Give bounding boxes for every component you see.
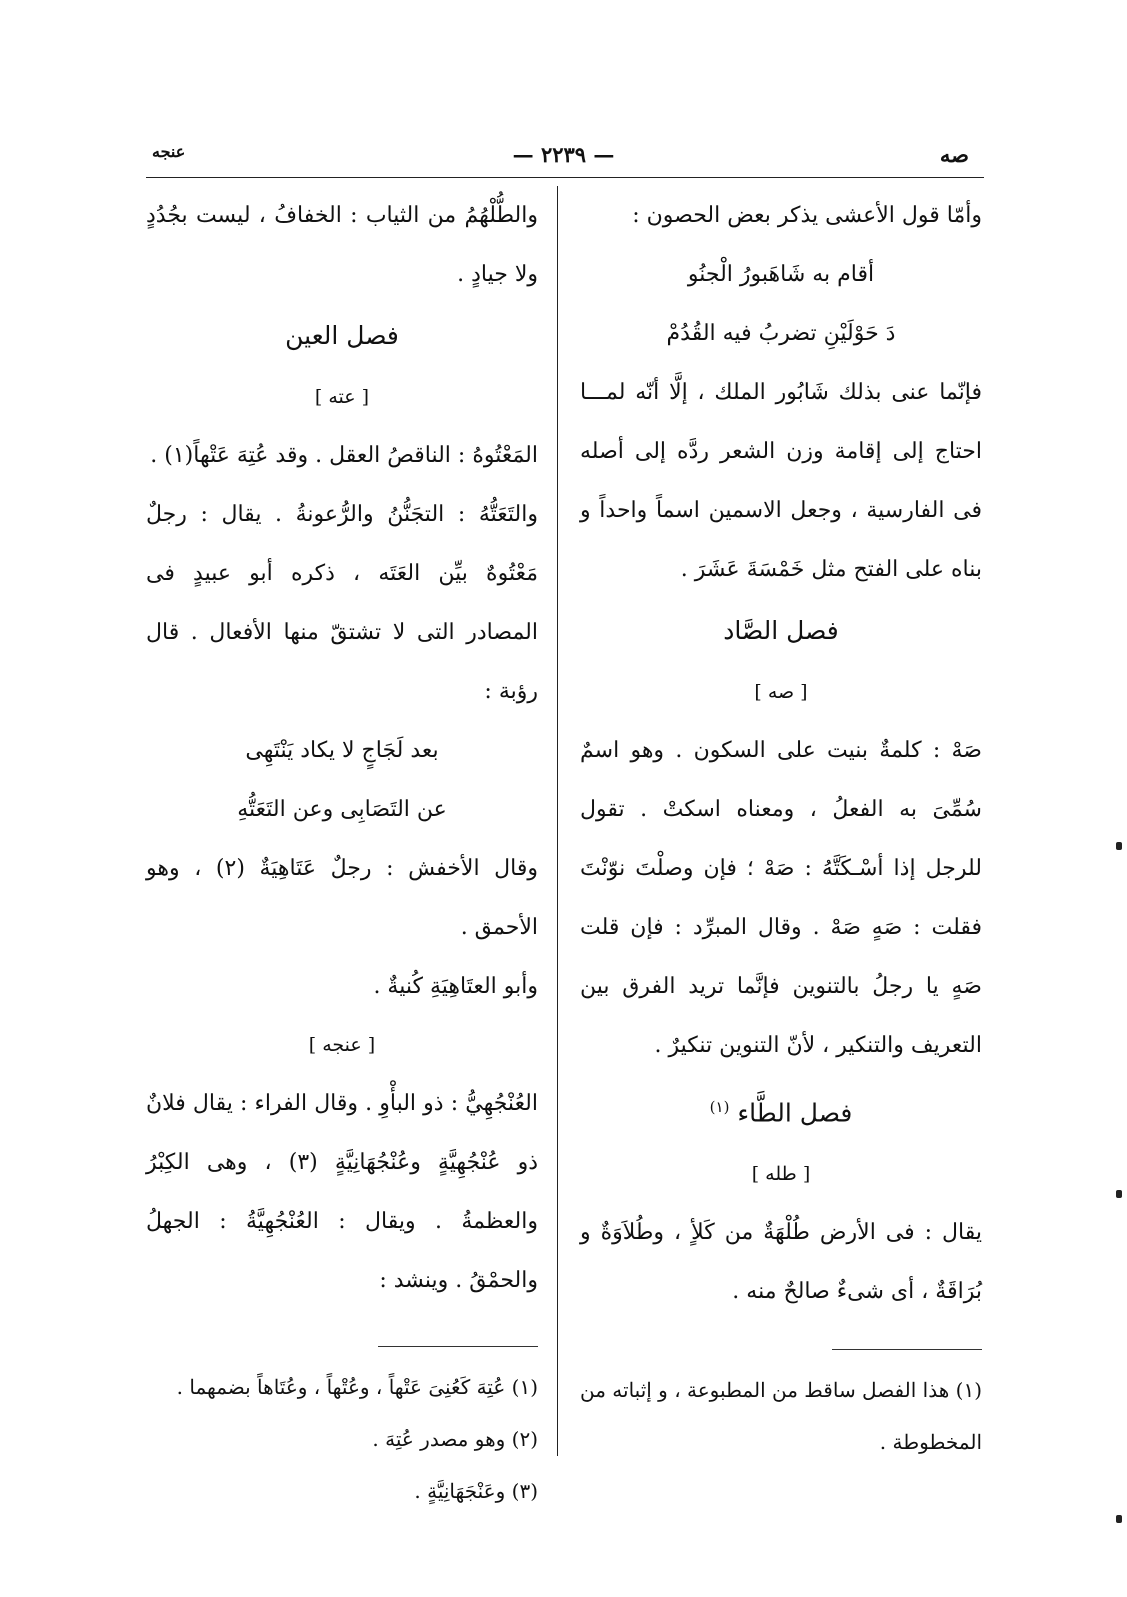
paragraph: والطُّلْهُمُ من الثياب : الخفافُ ، ليست بجُدُدٍ ولا جيادٍ .	[146, 203, 538, 287]
scan-mark	[1116, 1190, 1122, 1198]
footnote-rule	[378, 1346, 538, 1347]
verse-line: عن التَصَابِى وعن التَعَتُّهِ	[237, 797, 447, 822]
entry-text: والتَعَتُّهُ : التجَنُّنُ والرُّعونةُ . يقال : رجلٌ مَعْتُوهٌ بيِّن العَتَه ، ذكره أبو عبيدٍ فى المصادر التى لا تشتقّ منها الأفعال . قال رؤبة :	[146, 502, 538, 704]
root-heading: [ عته ]	[314, 386, 370, 408]
scan-mark	[1116, 1515, 1122, 1523]
footnote: (١) عُتِهَ كَعُنِىَ عَتْهاً ، وعُتْهاً ، وعُتَاهاً بضمهما .	[176, 1375, 538, 1399]
left-column	[146, 186, 538, 1517]
section-title-ain: فصل العين	[285, 321, 399, 350]
page-number: — ٢٢٣٩ —	[512, 142, 615, 167]
footnote: (٢) وهو مصدر عُتِهَ .	[372, 1427, 538, 1451]
root-heading: [ عنجه ]	[308, 1034, 376, 1056]
entry-text: العُنْجُهِيُّ : ذو البأْوِ . وقال الفراء : يقال فلانٌ ذو عُنْجُهِيَّةٍ وعُنْجُهَانِيَّةٍ (٣) ، وهى الكِبْرُ والعظمةُ . ويقال : العُنْجُهِيَّةُ : الجهلُ والحمْقُ . وينشد :	[146, 1091, 538, 1293]
entry-text: وأبو العتَاهِيَةِ كُنيةٌ .	[373, 974, 538, 999]
root-heading: [ صه ]	[754, 681, 808, 703]
entry-text: صَهْ : كلمةٌ بنيت على السكون . وهو اسمٌ سُمِّىَ به الفعلُ ، ومعناه اسكتْ . تقول للرجل إذا أسْـكَتَّهُ : صَهْ ؛ فإن وصلْتَ نوّنْتَ فقلت : صَهٍ صَهْ . وقال المبرِّد : فإن قلت صَهٍ يا رجلُ بالتنوين فإنَّما تريد الفرق بين التعريف والتنكير ، لأنّ التنوين تنكيرٌ .	[580, 738, 982, 1058]
entry-text: المَعْتُوهُ : الناقصُ العقل . وقد عُتِهَ عَتْهاً(١) .	[150, 443, 538, 468]
section-title-sad: فصل الصَّاد	[723, 616, 839, 645]
verse-line: أقام به شَاهَبورُ الْجنُو	[687, 262, 875, 287]
paragraph: فإنّما عنى بذلك شَابُور الملك ، إلَّا أنّه لمـــا احتاج إلى إقامة وزن الشعر ردَّه إلى أصله فى الفارسية ، وجعل الاسمين اسماً واحداً و بناه على الفتح مثل خَمْسَةَ عَشَرَ .	[580, 380, 983, 582]
footnote: (٣) وعَنْجَهَانِيَّةٍ .	[414, 1479, 538, 1503]
footnote-ref: (١)	[709, 1098, 730, 1116]
entry-text: يقال : فى الأرض طُلْهَةٌ من كَلأٍ ، وطُلاَوَةٌ و بُرَاقَةٌ ، أى شىءٌ صالحٌ منه .	[580, 1220, 982, 1305]
scan-mark	[1116, 842, 1122, 850]
entry-text: وقال الأخفش : رجلٌ عَتَاهِيَةٌ (٢) ، وهو الأحمق .	[146, 856, 538, 940]
column-divider	[557, 186, 558, 1456]
footnote: (١) هذا الفصل ساقط من المطبوعة ، و إثباته من المخطوطة .	[579, 1378, 982, 1455]
verse-line: بعد لَجَاجٍ لا يكاد يَنْتَهِى	[245, 738, 439, 763]
header-rule	[146, 177, 984, 178]
section-title-ta	[580, 1075, 982, 1145]
right-column	[580, 186, 982, 1468]
header-right-word: صه	[939, 142, 969, 167]
footnote-rule	[832, 1349, 982, 1350]
section-title-text: فصل الطَّاء	[737, 1098, 853, 1128]
root-heading: [ طله ]	[751, 1163, 811, 1186]
paragraph: وأمّا قول الأعشى يذكر بعض الحصون :	[632, 203, 982, 228]
verse-line: دَ حَوْلَيْنِ تضربُ فيه القُدُمْ	[666, 321, 896, 346]
header-left-word: عنجه	[152, 142, 186, 161]
